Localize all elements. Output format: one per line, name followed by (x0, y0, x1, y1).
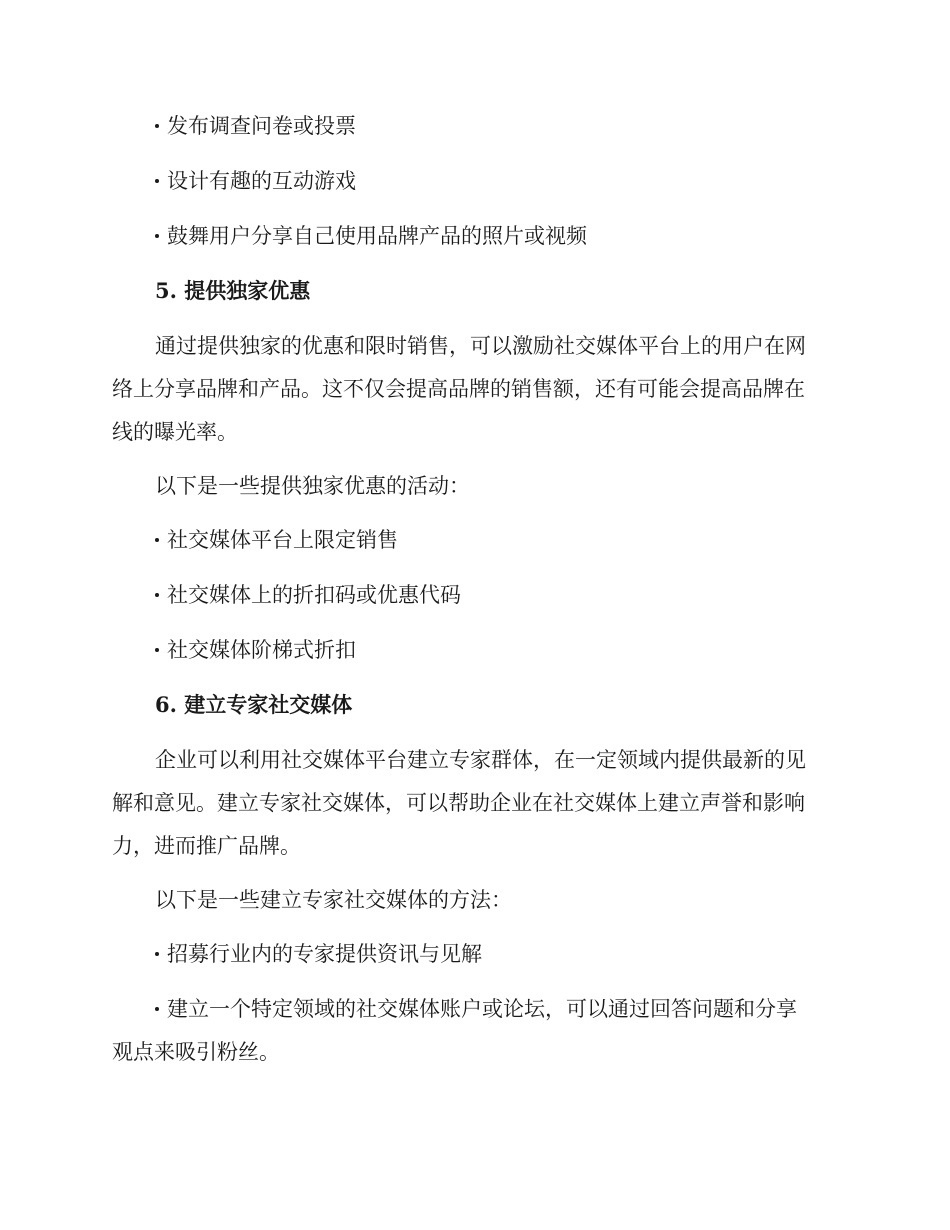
list-item: 建立一个特定领域的社交媒体账户或论坛，可以通过回答问题和分享 (155, 989, 885, 1029)
bullet-icon (155, 234, 159, 238)
paragraph-line: 企业可以利用社交媒体平台建立专家群体，在一定领域内提供最新的见 (155, 748, 806, 772)
section-heading: 5. 提供独家优惠 (155, 278, 311, 303)
list-item: 社交媒体平台上限定销售 (155, 520, 885, 560)
intro-text: 以下是一些建立专家社交媒体的方法： (155, 888, 512, 912)
section-heading: 6. 建立专家社交媒体 (155, 692, 353, 717)
bullet-icon (155, 538, 159, 542)
bullet-icon (155, 593, 159, 597)
paragraph-line: 解和意见。建立专家社交媒体，可以帮助企业在社交媒体上建立声誉和影响 (112, 791, 805, 815)
list-item: 社交媒体上的折扣码或优惠代码 (155, 575, 885, 615)
list-item: 鼓舞用户分享自己使用品牌产品的照片或视频 (155, 216, 885, 256)
intro-text: 以下是一些提供独家优惠的活动： (155, 474, 470, 498)
list-item-continuation: 观点来吸引粉丝。 (112, 1040, 280, 1064)
bullet-icon (155, 1007, 159, 1011)
bullet-icon (155, 124, 159, 128)
paragraph-line: 线的曝光率。 (112, 420, 238, 444)
list-item: 发布调查问卷或投票 (155, 106, 885, 146)
list-item: 社交媒体阶梯式折扣 (155, 630, 885, 670)
bullet-icon (155, 648, 159, 652)
list-item: 招募行业内的专家提供资讯与见解 (155, 934, 885, 974)
paragraph-line: 通过提供独家的优惠和限时销售，可以激励社交媒体平台上的用户在网 (155, 334, 806, 358)
bullet-icon (155, 179, 159, 183)
list-item: 设计有趣的互动游戏 (155, 161, 885, 201)
bullet-icon (155, 952, 159, 956)
paragraph-line: 力，进而推广品牌。 (112, 834, 301, 858)
paragraph-line: 络上分享品牌和产品。这不仅会提高品牌的销售额，还有可能会提高品牌在 (112, 377, 805, 401)
